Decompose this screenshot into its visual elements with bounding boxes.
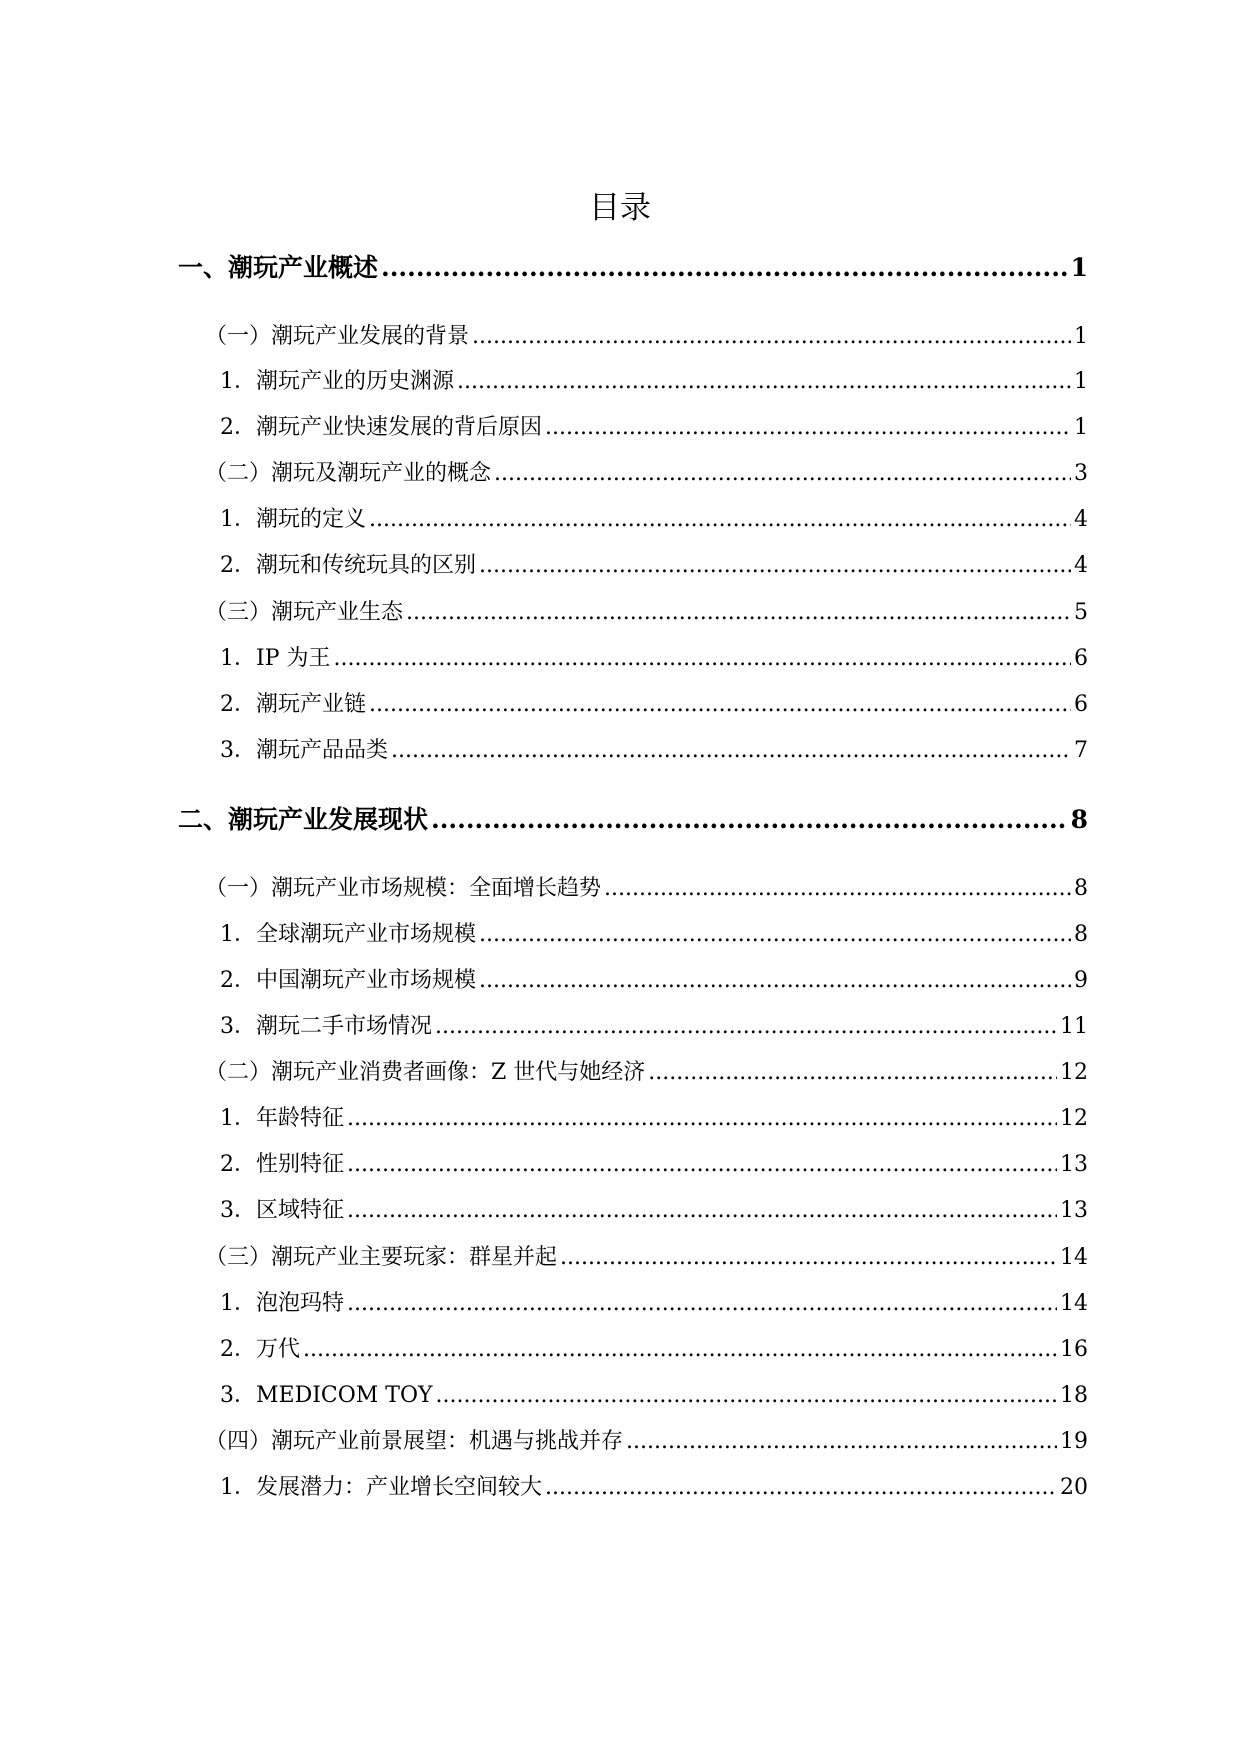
toc-entry-page-number: 13	[1060, 1152, 1088, 1177]
toc-entry-page-number: 12	[1060, 1060, 1088, 1085]
toc-entry-label: 3．潮玩二手市场情况	[220, 1014, 432, 1039]
toc-entry-label: 2．潮玩产业快速发展的背后原因	[220, 415, 542, 440]
toc-entry-level-3[interactable]	[220, 1332, 1088, 1368]
toc-entry-level-3[interactable]	[220, 733, 1088, 769]
toc-dot-leader	[347, 1147, 1057, 1183]
toc-dot-leader	[435, 1009, 1057, 1045]
toc-entry-page-number: 16	[1060, 1337, 1088, 1362]
toc-dot-leader	[347, 1286, 1057, 1322]
toc-dot-leader	[436, 1378, 1057, 1414]
toc-entry-level-1[interactable]	[178, 800, 1088, 840]
toc-dot-leader	[545, 1470, 1057, 1506]
toc-dot-leader	[626, 1424, 1057, 1460]
toc-entry-label: 3．MEDICOM TOY	[220, 1383, 433, 1408]
toc-dot-leader	[391, 733, 1071, 769]
toc-entry-page-number: 18	[1060, 1383, 1088, 1408]
toc-entry-label: 1．年龄特征	[220, 1106, 344, 1131]
toc-entry-label: （二）潮玩及潮玩产业的概念	[205, 461, 492, 486]
toc-dot-leader	[648, 1055, 1057, 1091]
toc-dot-leader	[347, 1101, 1057, 1137]
toc-entry-label: 2．性别特征	[220, 1152, 344, 1177]
toc-entry-level-3[interactable]	[220, 963, 1088, 999]
toc-entry-page-number: 1	[1074, 415, 1088, 440]
toc-entry-label: （一）潮玩产业市场规模：全面增长趋势	[205, 876, 602, 901]
toc-entry-page-number: 11	[1060, 1014, 1088, 1039]
toc-dot-leader	[333, 641, 1071, 677]
toc-dot-leader	[431, 800, 1068, 840]
toc-dot-leader	[479, 917, 1071, 953]
toc-entry-level-2[interactable]	[205, 595, 1088, 631]
toc-entry-label: 1．全球潮玩产业市场规模	[220, 922, 476, 947]
toc-entry-level-3[interactable]	[220, 1147, 1088, 1183]
toc-entry-page-number: 13	[1060, 1198, 1088, 1223]
toc-entry-level-2[interactable]	[205, 1055, 1088, 1091]
toc-dot-leader	[604, 871, 1071, 907]
toc-entry-level-2[interactable]	[205, 1240, 1088, 1276]
toc-entry-page-number: 1	[1074, 369, 1088, 394]
toc-entry-label: （四）潮玩产业前景展望：机遇与挑战并存	[205, 1429, 624, 1454]
toc-entry-page-number: 14	[1060, 1245, 1088, 1270]
toc-entry-label: （三）潮玩产业生态	[205, 600, 404, 625]
toc-entry-label: （一）潮玩产业发展的背景	[205, 324, 470, 349]
toc-entry-page-number: 8	[1074, 922, 1088, 947]
toc-entry-label: 1．潮玩产业的历史渊源	[220, 369, 454, 394]
toc-entry-level-3[interactable]	[220, 1470, 1088, 1506]
toc-entry-level-2[interactable]	[205, 456, 1088, 492]
toc-dot-leader	[479, 963, 1071, 999]
toc-entry-level-3[interactable]	[220, 548, 1088, 584]
toc-entry-page-number: 5	[1074, 600, 1088, 625]
toc-dot-leader	[545, 410, 1071, 446]
toc-entry-page-number: 3	[1074, 461, 1088, 486]
toc-entry-label: 2．潮玩和传统玩具的区别	[220, 553, 476, 578]
toc-entry-label: 2．中国潮玩产业市场规模	[220, 968, 476, 993]
toc-entry-level-3[interactable]	[220, 410, 1088, 446]
toc-entry-label: （三）潮玩产业主要玩家：群星并起	[205, 1245, 558, 1270]
toc-entry-label: 2．万代	[220, 1337, 300, 1362]
toc-entry-page-number: 9	[1074, 968, 1088, 993]
toc-entry-page-number: 7	[1074, 738, 1088, 763]
toc-entry-label: 1．泡泡玛特	[220, 1291, 344, 1316]
toc-entry-level-2[interactable]	[205, 319, 1088, 355]
toc-entry-label: 1．潮玩的定义	[220, 507, 366, 532]
toc-entry-level-3[interactable]	[220, 687, 1088, 723]
toc-dot-leader	[347, 1193, 1057, 1229]
toc-entry-page-number: 4	[1074, 553, 1088, 578]
toc-entry-page-number: 6	[1074, 646, 1088, 671]
toc-entry-label: 二、潮玩产业发展现状	[178, 805, 429, 834]
toc-entry-level-3[interactable]	[220, 502, 1088, 538]
toc-dot-leader	[381, 248, 1068, 288]
toc-entry-level-3[interactable]	[220, 917, 1088, 953]
toc-entry-level-2[interactable]	[205, 871, 1088, 907]
toc-dot-leader	[303, 1332, 1057, 1368]
toc-entry-level-3[interactable]	[220, 1193, 1088, 1229]
toc-entry-label: （二）潮玩产业消费者画像：Z 世代与她经济	[205, 1060, 646, 1085]
toc-entry-page-number: 8	[1070, 805, 1088, 834]
toc-entry-page-number: 20	[1060, 1475, 1088, 1500]
toc-entry-label: 1．发展潜力：产业增长空间较大	[220, 1475, 542, 1500]
toc-entry-page-number: 6	[1074, 692, 1088, 717]
toc-entry-level-3[interactable]	[220, 1286, 1088, 1322]
toc-entry-level-3[interactable]	[220, 1378, 1088, 1414]
toc-entry-page-number: 19	[1060, 1429, 1088, 1454]
toc-entry-label: 2．潮玩产业链	[220, 692, 366, 717]
toc-dot-leader	[406, 595, 1071, 631]
toc-dot-leader	[494, 456, 1071, 492]
toc-entry-level-3[interactable]	[220, 1101, 1088, 1137]
toc-dot-leader	[560, 1240, 1057, 1276]
toc-entry-level-1[interactable]	[178, 248, 1088, 288]
toc-entry-label: 一、潮玩产业概述	[178, 253, 379, 282]
toc-entry-level-3[interactable]	[220, 364, 1088, 400]
toc-entry-page-number: 1	[1074, 324, 1088, 349]
toc-dot-leader	[369, 687, 1071, 723]
toc-entry-level-3[interactable]	[220, 1009, 1088, 1045]
toc-entry-label: 1．IP 为王	[220, 646, 331, 671]
toc-entry-label: 3．区域特征	[220, 1198, 344, 1223]
toc-dot-leader	[369, 502, 1071, 538]
toc-dot-leader	[479, 548, 1071, 584]
toc-title: 目录	[589, 190, 651, 226]
toc-entry-level-3[interactable]	[220, 641, 1088, 677]
toc-entry-page-number: 4	[1074, 507, 1088, 532]
toc-entry-label: 3．潮玩产品品类	[220, 738, 388, 763]
toc-entry-page-number: 14	[1060, 1291, 1088, 1316]
toc-dot-leader	[472, 319, 1071, 355]
toc-entry-page-number: 1	[1070, 253, 1088, 282]
toc-entry-level-2[interactable]	[205, 1424, 1088, 1460]
toc-entry-page-number: 12	[1060, 1106, 1088, 1131]
toc-entry-page-number: 8	[1074, 876, 1088, 901]
toc-dot-leader	[457, 364, 1071, 400]
